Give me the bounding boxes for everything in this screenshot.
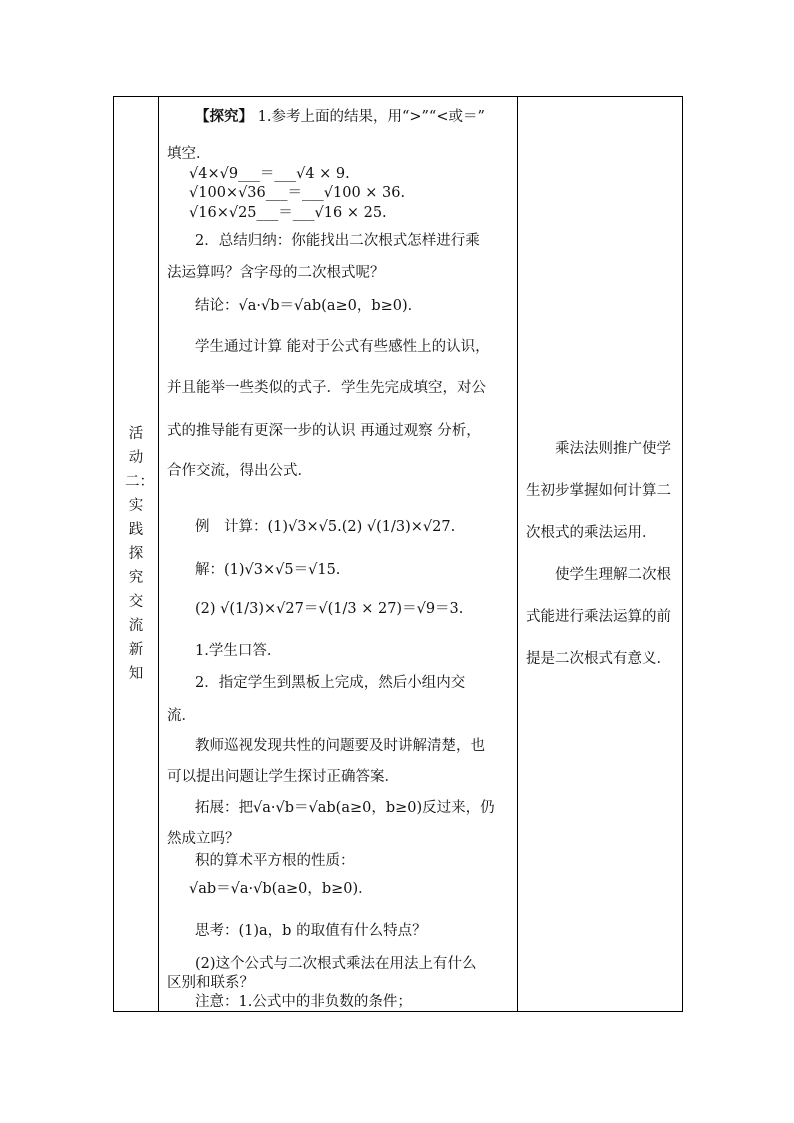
text-line: 式的推导能有更深一步的认识 再通过观察 分析，: [167, 423, 481, 439]
text-line: 思考：(1)a，b 的取值有什么特点？: [195, 923, 427, 939]
text-line: 积的算术平方根的性质：: [195, 853, 355, 869]
solution-line: 解：(1)√3×√5＝√15.: [195, 562, 341, 578]
lesson-row: [114, 97, 683, 1012]
text-line: 1.学生口答．: [195, 643, 282, 659]
explore-tag: 【探究】: [195, 108, 253, 125]
text-line: 拓展：把√a·√b＝√ab(a≥0，b≥0)反过来，仍: [195, 800, 495, 816]
stage-cell: [114, 97, 159, 1012]
text-line: 2．总结归纳：你能找出二次根式怎样进行乘: [195, 233, 480, 249]
text-line: 合作交流，得出公式．: [167, 463, 312, 479]
formula-line: √4×√9___＝___√4 × 9.: [189, 166, 350, 182]
solution-line: (2) √(1/3)×√27＝√(1/3 × 27)＝√9＝3.: [195, 601, 464, 617]
explore-intro: 1.参考上面的结果，用“>”“<或＝”: [253, 109, 485, 125]
lesson-table: [113, 96, 683, 1012]
text-line: 然成立吗？: [167, 831, 240, 847]
text-line: 并且能举一些类似的式子．学生先完成填空，对公: [167, 380, 486, 396]
stage-label: 活动二：实践探究交流新知: [125, 426, 154, 682]
formula-line: √ab＝√a·√b(a≥0，b≥0)．: [189, 881, 373, 897]
conclusion-line: 结论：√a·√b＝√ab(a≥0，b≥0)．: [195, 298, 423, 314]
text-line: 区别和联系？: [167, 975, 254, 991]
explore-heading: [195, 105, 513, 126]
text-line: (2)这个公式与二次根式乘法在用法上有什么: [195, 956, 477, 972]
text-line: 法运算吗？含字母的二次根式呢？: [167, 265, 385, 281]
formula-line: √100×√36___＝___√100 × 36.: [189, 185, 406, 201]
text-line: 2．指定学生到黑板上完成，然后小组内交: [195, 675, 466, 691]
formula-line: √16×√25___＝___√16 × 25.: [189, 205, 387, 221]
text-line: 注意：1.公式中的非负数的条件；: [195, 994, 412, 1010]
text-line: 教师巡视发现共性的问题要及时讲解清楚，也: [195, 738, 485, 754]
text-line: 流．: [167, 708, 196, 724]
text-line: 学生通过计算 能对于公式有些感性上的认识，: [195, 339, 490, 355]
example-line: 例 计算：(1)√3×√5.(2) √(1/3)×√27.: [195, 519, 456, 535]
intent-paragraph: 乘法法则推广使学生初步掌握如何计算二次根式的乘法运用．: [526, 441, 671, 541]
text-line: 可以提出问题让学生探讨正确答案．: [167, 769, 399, 785]
design-intent: [518, 428, 682, 680]
activity-cell: [159, 97, 518, 1012]
text-line: 填空．: [167, 146, 211, 162]
intent-paragraph: 使学生理解二次根式能进行乘法运算的前提是二次根式有意义．: [526, 567, 671, 667]
design-intent-cell: [518, 97, 683, 1012]
activity-content: [159, 97, 517, 1011]
